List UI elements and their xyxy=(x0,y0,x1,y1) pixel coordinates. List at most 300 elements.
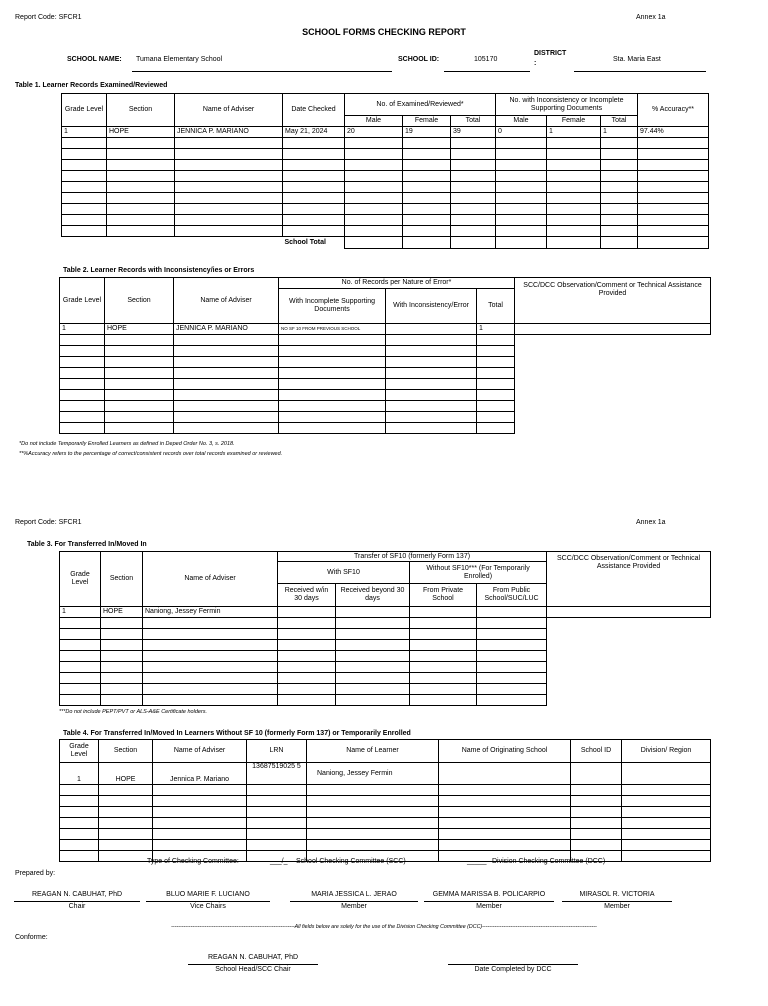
note-temporarily-enrolled: *Do not include Temporarily Enrolled Learners as defined in Deped Order No. 3, s. 2018. xyxy=(19,441,235,447)
empty-cell xyxy=(278,662,336,673)
signature-line xyxy=(188,964,318,965)
empty-cell xyxy=(547,149,601,160)
empty-cell xyxy=(451,193,496,204)
cell: Naniong, Jessey Fermin xyxy=(143,607,278,618)
cell: 1 xyxy=(60,763,99,785)
empty-cell xyxy=(336,662,410,673)
empty-row xyxy=(60,829,711,840)
empty-cell xyxy=(107,182,175,193)
empty-cell xyxy=(403,215,451,226)
empty-cell xyxy=(403,138,451,149)
empty-cell xyxy=(439,807,571,818)
empty-cell xyxy=(601,138,638,149)
empty-cell xyxy=(279,357,386,368)
dcc-checkbox[interactable]: _____ xyxy=(467,858,487,865)
signatory-role: Member xyxy=(476,903,502,910)
dcc-only-note: ----------------------------------------------------------------------All fields below are solely for the use of the Division Checking Committee (DCC)----------------------------------------------------------------- xyxy=(171,924,597,930)
report-code: Report Code: SFCR1 xyxy=(15,14,82,21)
empty-cell xyxy=(153,840,247,851)
cell: 1 xyxy=(547,127,601,138)
empty-cell xyxy=(451,204,496,215)
empty-cell xyxy=(571,840,622,851)
empty-cell xyxy=(386,401,477,412)
empty-row xyxy=(60,412,711,423)
empty-cell xyxy=(105,346,174,357)
prepared-by-label: Prepared by: xyxy=(15,870,56,877)
t3-observation-header: SCC/DCC Observation/Comment or Technical Assistance Provided xyxy=(547,552,711,607)
empty-cell xyxy=(283,171,345,182)
empty-cell xyxy=(403,204,451,215)
t1-adviser-header: Name of Adviser xyxy=(175,94,283,127)
empty-cell xyxy=(451,182,496,193)
empty-row xyxy=(60,651,711,662)
table1 xyxy=(61,93,709,249)
school-name-label: SCHOOL NAME: xyxy=(67,56,122,63)
empty-cell xyxy=(175,215,283,226)
empty-cell xyxy=(99,785,153,796)
empty-cell xyxy=(279,346,386,357)
empty-cell xyxy=(174,390,279,401)
t4-adviser-header: Name of Adviser xyxy=(153,740,247,763)
empty-cell xyxy=(283,138,345,149)
empty-row xyxy=(60,618,711,629)
signature-line xyxy=(290,901,418,902)
school-head-role: School Head/SCC Chair xyxy=(215,966,291,973)
empty-cell xyxy=(101,651,143,662)
empty-cell xyxy=(143,618,278,629)
empty-row xyxy=(60,807,711,818)
empty-cell xyxy=(101,684,143,695)
empty-cell xyxy=(345,215,403,226)
empty-cell xyxy=(477,423,515,434)
signatory-name: MARIA JESSICA L. JERAO xyxy=(311,891,397,898)
cell: Jennica P. Mariano xyxy=(153,763,247,785)
empty-cell xyxy=(638,160,709,171)
empty-cell xyxy=(283,215,345,226)
t3-section-header: Section xyxy=(101,552,143,607)
scc-checkbox[interactable]: ___/_ xyxy=(270,858,288,865)
t2-inconsistency-header: With Inconsistency/Error xyxy=(386,289,477,324)
empty-cell xyxy=(451,226,496,237)
empty-cell xyxy=(99,840,153,851)
empty-cell xyxy=(336,618,410,629)
empty-cell xyxy=(62,160,107,171)
empty-cell xyxy=(153,829,247,840)
empty-cell xyxy=(622,818,711,829)
empty-cell xyxy=(62,193,107,204)
table-row xyxy=(60,324,711,335)
empty-cell xyxy=(638,182,709,193)
empty-cell xyxy=(105,357,174,368)
empty-cell xyxy=(477,390,515,401)
cell: 39 xyxy=(451,127,496,138)
t3-empty-rows xyxy=(60,618,711,706)
empty-cell xyxy=(410,684,477,695)
empty-cell xyxy=(105,390,174,401)
empty-cell xyxy=(451,149,496,160)
signature-line xyxy=(562,901,672,902)
t1-school-total-row xyxy=(62,237,709,249)
empty-cell xyxy=(477,335,515,346)
empty-cell xyxy=(247,807,307,818)
empty-cell xyxy=(99,807,153,818)
empty-cell xyxy=(386,368,477,379)
signature-line xyxy=(146,901,270,902)
table4-caption: Table 4. For Transferred In/Moved In Learners Without SF 10 (formerly Form 137) or Temporarily Enrolled xyxy=(63,730,411,737)
empty-cell xyxy=(143,662,278,673)
empty-row xyxy=(60,673,711,684)
empty-cell xyxy=(410,695,477,706)
empty-cell xyxy=(451,138,496,149)
empty-cell xyxy=(60,629,101,640)
cell: HOPE xyxy=(105,324,174,335)
empty-cell xyxy=(62,226,107,237)
note-accuracy: **%Accuracy refers to the percentage of correct/consistent records over total records examined or reviewed. xyxy=(19,451,283,457)
empty-cell xyxy=(279,412,386,423)
empty-cell xyxy=(547,182,601,193)
empty-cell xyxy=(571,796,622,807)
empty-cell xyxy=(477,379,515,390)
empty-cell xyxy=(105,401,174,412)
t4-grade-header: Grade Level xyxy=(60,740,99,763)
empty-cell xyxy=(60,618,101,629)
empty-cell xyxy=(638,171,709,182)
cell: HOPE xyxy=(99,763,153,785)
t1-in-male-header: Male xyxy=(496,116,547,127)
empty-row xyxy=(60,423,711,434)
t2-incomplete-header: With Incomplete Supporting Documents xyxy=(279,289,386,324)
cell: 13687519025 5 xyxy=(247,763,307,785)
empty-cell xyxy=(601,204,638,215)
empty-row xyxy=(60,390,711,401)
empty-cell xyxy=(247,829,307,840)
empty-row xyxy=(60,785,711,796)
t1-accuracy-header: % Accuracy** xyxy=(638,94,709,127)
empty-cell xyxy=(345,149,403,160)
empty-cell xyxy=(345,182,403,193)
empty-cell xyxy=(386,335,477,346)
empty-row xyxy=(60,640,711,651)
empty-cell xyxy=(175,204,283,215)
empty-cell xyxy=(336,695,410,706)
empty-cell xyxy=(279,368,386,379)
empty-row xyxy=(60,346,711,357)
school-name-underline xyxy=(132,71,392,72)
cell xyxy=(386,324,477,335)
empty-cell xyxy=(60,357,105,368)
empty-cell xyxy=(60,401,105,412)
empty-cell xyxy=(638,138,709,149)
empty-cell xyxy=(622,829,711,840)
district-label: DISTRICT xyxy=(534,50,567,57)
t2-empty-rows xyxy=(60,335,711,434)
empty-cell xyxy=(107,149,175,160)
empty-cell xyxy=(547,204,601,215)
empty-cell xyxy=(477,401,515,412)
empty-cell xyxy=(175,226,283,237)
empty-cell xyxy=(60,335,105,346)
empty-cell xyxy=(278,673,336,684)
t2-adviser-header: Name of Adviser xyxy=(174,278,279,324)
empty-cell xyxy=(101,662,143,673)
empty-cell xyxy=(60,640,101,651)
empty-cell xyxy=(107,138,175,149)
empty-cell xyxy=(410,640,477,651)
empty-cell xyxy=(62,182,107,193)
empty-cell xyxy=(62,204,107,215)
signatory-name: BLUO MARIE F. LUCIANO xyxy=(166,891,250,898)
empty-cell xyxy=(175,138,283,149)
empty-cell xyxy=(345,204,403,215)
cell: 0 xyxy=(496,127,547,138)
conforme-label: Conforme: xyxy=(15,934,48,941)
t4-section-header: Section xyxy=(99,740,153,763)
t2-section-header: Section xyxy=(105,278,174,324)
empty-row xyxy=(60,695,711,706)
empty-row xyxy=(62,160,709,171)
empty-cell xyxy=(307,840,439,851)
empty-cell xyxy=(451,215,496,226)
empty-cell xyxy=(439,840,571,851)
empty-cell xyxy=(143,651,278,662)
empty-cell xyxy=(62,138,107,149)
empty-cell xyxy=(386,412,477,423)
empty-cell xyxy=(60,851,99,862)
t2-grade-header: Grade Level xyxy=(60,278,105,324)
signatory-name: REAGAN N. CABUHAT, PhD xyxy=(31,891,123,898)
district-underline xyxy=(574,71,706,72)
t1-in-female-header: Female xyxy=(547,116,601,127)
cell: Naniong, Jessey Fermin xyxy=(307,763,439,785)
table2-caption: Table 2. Learner Records with Inconsistency/ies or Errors xyxy=(63,267,255,274)
empty-cell xyxy=(477,651,547,662)
empty-cell xyxy=(174,335,279,346)
school-id-underline xyxy=(444,71,530,72)
signature-line xyxy=(424,901,554,902)
empty-cell xyxy=(283,160,345,171)
empty-row xyxy=(60,379,711,390)
empty-cell xyxy=(174,401,279,412)
empty-cell xyxy=(601,226,638,237)
empty-cell xyxy=(336,629,410,640)
report-code-2: Report Code: SFCR1 xyxy=(15,519,82,526)
empty-cell xyxy=(601,193,638,204)
signatory-name: GEMMA MARISSA B. POLICARPIO xyxy=(432,891,546,898)
empty-cell xyxy=(101,640,143,651)
empty-cell xyxy=(105,368,174,379)
empty-cell xyxy=(601,149,638,160)
empty-row xyxy=(60,684,711,695)
signatory-role: Vice Chairs xyxy=(190,903,226,910)
empty-cell xyxy=(247,818,307,829)
empty-cell xyxy=(101,629,143,640)
signatory-name: MIRASOL R. VICTORIA xyxy=(579,891,655,898)
empty-cell xyxy=(60,662,101,673)
t4-division-header: Division/ Region xyxy=(622,740,711,763)
table3 xyxy=(59,551,711,706)
empty-cell xyxy=(601,182,638,193)
empty-cell xyxy=(622,785,711,796)
empty-cell xyxy=(601,215,638,226)
empty-cell xyxy=(105,412,174,423)
empty-cell xyxy=(153,818,247,829)
cell: 1 xyxy=(62,127,107,138)
t1-grade-header: Grade Level xyxy=(62,94,107,127)
empty-cell xyxy=(345,226,403,237)
empty-cell xyxy=(60,651,101,662)
empty-cell xyxy=(107,171,175,182)
empty-cell xyxy=(403,182,451,193)
empty-cell xyxy=(622,851,711,862)
t1-ex-male-header: Male xyxy=(345,116,403,127)
empty-cell xyxy=(99,818,153,829)
empty-row xyxy=(60,796,711,807)
empty-cell xyxy=(307,807,439,818)
empty-cell xyxy=(403,149,451,160)
empty-cell xyxy=(105,379,174,390)
t3-public-header: From Public School/SUC/LUC xyxy=(477,584,547,607)
empty-cell xyxy=(107,193,175,204)
empty-row xyxy=(60,335,711,346)
empty-cell xyxy=(60,796,99,807)
empty-cell xyxy=(99,796,153,807)
empty-cell xyxy=(601,171,638,182)
empty-cell xyxy=(386,423,477,434)
empty-cell xyxy=(143,695,278,706)
empty-cell xyxy=(496,226,547,237)
empty-cell xyxy=(336,673,410,684)
empty-cell xyxy=(439,785,571,796)
t3-without-sf10-header: Without SF10*** (For Temporarily Enrolled) xyxy=(410,562,547,584)
empty-cell xyxy=(638,149,709,160)
t4-empty-rows xyxy=(60,785,711,862)
empty-row xyxy=(62,204,709,215)
t3-observation-cell xyxy=(547,607,711,618)
t3-adviser-header: Name of Adviser xyxy=(143,552,278,607)
t4-lrn-header: LRN xyxy=(247,740,307,763)
empty-cell xyxy=(60,423,105,434)
empty-cell xyxy=(153,807,247,818)
empty-cell xyxy=(60,390,105,401)
empty-cell xyxy=(60,785,99,796)
t2-nature-header: No. of Records per Nature of Error* xyxy=(279,278,515,289)
table1-caption: Table 1. Learner Records Examined/Reviewed xyxy=(15,82,168,89)
t4-origin-header: Name of Originating School xyxy=(439,740,571,763)
empty-cell xyxy=(345,160,403,171)
empty-cell xyxy=(175,193,283,204)
empty-cell xyxy=(283,226,345,237)
empty-row xyxy=(62,149,709,160)
empty-row xyxy=(60,818,711,829)
empty-cell xyxy=(386,390,477,401)
empty-cell xyxy=(62,171,107,182)
empty-cell xyxy=(283,193,345,204)
empty-cell xyxy=(279,423,386,434)
empty-cell xyxy=(477,368,515,379)
empty-cell xyxy=(307,818,439,829)
empty-cell xyxy=(410,662,477,673)
empty-cell xyxy=(477,640,547,651)
empty-cell xyxy=(638,193,709,204)
empty-cell xyxy=(547,138,601,149)
empty-cell xyxy=(410,629,477,640)
cell: May 21, 2024 xyxy=(283,127,345,138)
empty-cell xyxy=(60,412,105,423)
empty-cell xyxy=(403,171,451,182)
empty-cell xyxy=(60,673,101,684)
empty-cell xyxy=(278,684,336,695)
empty-row xyxy=(62,138,709,149)
empty-cell xyxy=(496,204,547,215)
cell: HOPE xyxy=(101,607,143,618)
empty-cell xyxy=(105,423,174,434)
empty-cell xyxy=(107,204,175,215)
empty-cell xyxy=(496,149,547,160)
empty-cell xyxy=(571,818,622,829)
cell: 1 xyxy=(477,324,515,335)
t1-ex-female-header: Female xyxy=(403,116,451,127)
empty-cell xyxy=(477,346,515,357)
t4-learner-header: Name of Learner xyxy=(307,740,439,763)
empty-cell xyxy=(99,851,153,862)
cell: 1 xyxy=(60,607,101,618)
empty-cell xyxy=(174,346,279,357)
empty-cell xyxy=(174,423,279,434)
empty-cell xyxy=(60,684,101,695)
empty-cell xyxy=(153,785,247,796)
empty-cell xyxy=(105,335,174,346)
empty-cell xyxy=(60,818,99,829)
empty-cell xyxy=(638,204,709,215)
cell: 20 xyxy=(345,127,403,138)
school-name-value: Tumana Elementary School xyxy=(136,56,223,63)
empty-cell xyxy=(386,379,477,390)
empty-cell xyxy=(99,829,153,840)
empty-cell xyxy=(143,684,278,695)
empty-cell xyxy=(278,651,336,662)
empty-cell xyxy=(451,171,496,182)
empty-row xyxy=(62,215,709,226)
date-completed-label: Date Completed by DCC xyxy=(474,966,552,973)
cell: JENNICA P. MARIANO xyxy=(175,127,283,138)
empty-cell xyxy=(345,193,403,204)
note-pept: ***Do not include PEPT/PVT or ALS-A&E Certificate holders. xyxy=(59,709,208,715)
empty-cell xyxy=(283,149,345,160)
empty-cell xyxy=(247,785,307,796)
empty-cell xyxy=(386,357,477,368)
empty-cell xyxy=(336,640,410,651)
empty-row xyxy=(60,401,711,412)
empty-cell xyxy=(279,379,386,390)
empty-cell xyxy=(547,226,601,237)
empty-cell xyxy=(410,618,477,629)
school-id-value: 105170 xyxy=(474,56,498,63)
empty-cell xyxy=(547,215,601,226)
school-head-name: REAGAN N. CABUHAT, PhD xyxy=(207,954,299,961)
empty-row xyxy=(62,182,709,193)
empty-cell xyxy=(477,357,515,368)
empty-cell xyxy=(477,662,547,673)
empty-cell xyxy=(278,695,336,706)
school-total-label: School Total xyxy=(283,237,345,249)
empty-cell xyxy=(143,673,278,684)
empty-row xyxy=(60,357,711,368)
empty-cell xyxy=(336,684,410,695)
committee-type-label: Type of Checking Committee: xyxy=(147,858,239,865)
t1-examined-header: No. of Examined/Reviewed* xyxy=(345,94,496,116)
cell: 1 xyxy=(601,127,638,138)
empty-cell xyxy=(496,215,547,226)
